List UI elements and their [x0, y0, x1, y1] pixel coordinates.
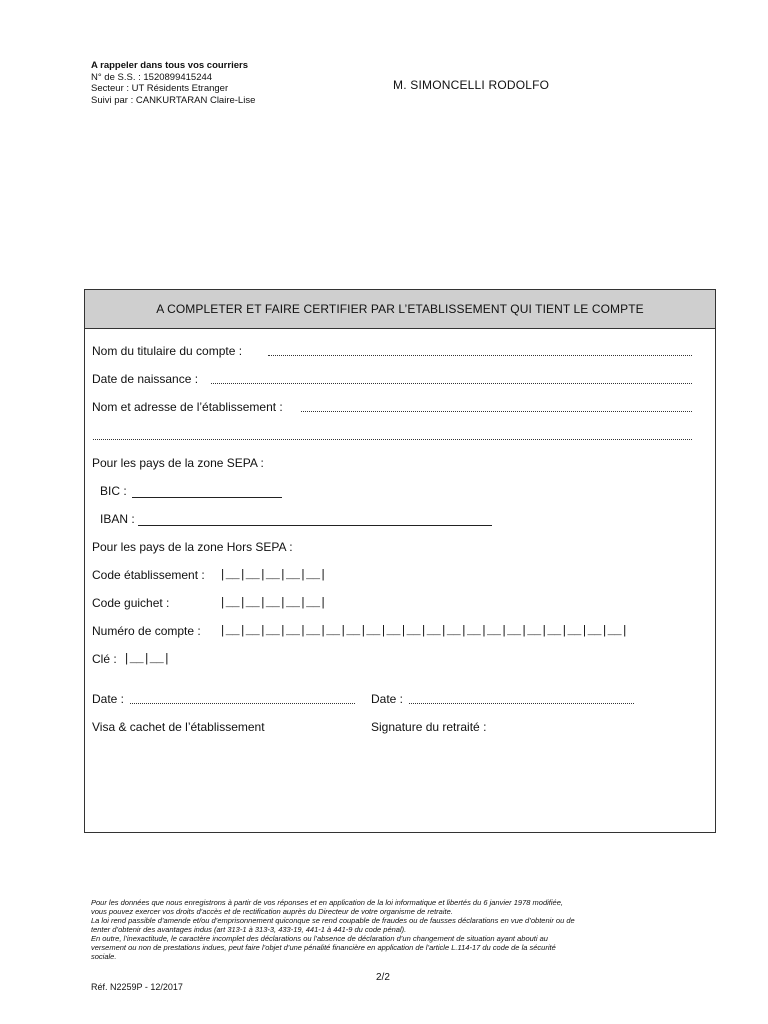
reminder-text: A rappeler dans tous vos courriers [91, 60, 248, 71]
recipient-name: M. SIMONCELLI RODOLFO [393, 78, 550, 92]
institution-label: Nom et adresse de l’établissement : [92, 400, 283, 414]
legal-line: vous pouvez exercer vos droits d’accès et de rectification auprès du Directeur de votre organisme de retraite. [91, 907, 453, 916]
date-left-field[interactable] [130, 703, 355, 704]
date-right-field[interactable] [409, 703, 634, 704]
form-reference: Réf. N2259P - 12/2017 [91, 982, 183, 992]
institution-field[interactable] [301, 411, 692, 412]
legal-line: versement ou non de prestations indues, peut faire l’objet d’une pénalité financière en application de l’article L.114-17 du code de la sécurité [91, 943, 556, 952]
key-label: Clé : [92, 652, 117, 666]
account-holder-label: Nom du titulaire du compte : [92, 344, 243, 358]
institution-field-line-2[interactable] [93, 439, 692, 440]
sender-header [91, 60, 255, 106]
legal-line: tenter d’obtenir des avantages indus (art 313-1 à 313-3, 433-19, 441-1 à 441-9 du code pénal). [91, 925, 407, 934]
iban-field[interactable] [138, 525, 492, 526]
date-right-label: Date : [371, 692, 404, 706]
birth-date-label: Date de naissance : [92, 372, 199, 386]
bic-label: BIC : [100, 484, 127, 498]
branch-code-label: Code guichet : [92, 596, 170, 610]
visa-label: Visa & cachet de l’établissement [92, 720, 265, 734]
followed-by: Suivi par : CANKURTARAN Claire-Lise [91, 94, 256, 106]
account-number-boxes[interactable]: |__|__|__|__|__|__|__|__|__|__|__|__|__|__|__|__|__|__|__|__| [219, 624, 628, 638]
ss-number: N° de S.S. : 1520899415244 [91, 71, 213, 83]
sepa-label: Pour les pays de la zone SEPA : [92, 456, 264, 470]
account-number-label: Numéro de compte : [92, 624, 201, 638]
iban-label: IBAN : [100, 512, 135, 526]
bank-code-label: Code établissement : [92, 568, 205, 582]
key-boxes[interactable]: |__|__| [123, 652, 170, 666]
bank-code-boxes[interactable]: |__|__|__|__|__| [219, 568, 327, 582]
bank-certification-form [84, 289, 716, 833]
account-holder-field[interactable] [268, 355, 692, 356]
page-number: 2/2 [376, 972, 390, 983]
legal-line: En outre, l’inexactitude, le caractère incomplet des déclarations ou l’absence de déclaration d’un changement de situation ayant abouti au [91, 934, 548, 943]
bic-field[interactable] [132, 497, 282, 498]
birth-date-field[interactable] [211, 383, 692, 384]
date-left-label: Date : [92, 692, 125, 706]
legal-line: La loi rend passible d’amende et/ou d’emprisonnement quiconque se rend coupable de fraudes ou de fausses déclarations en vue d’obtenir ou de [91, 916, 575, 925]
non-sepa-label: Pour les pays de la zone Hors SEPA : [92, 540, 293, 554]
signature-label: Signature du retraité : [371, 720, 487, 734]
legal-notice [91, 898, 691, 961]
sector: Secteur : UT Résidents Etranger [91, 83, 229, 94]
branch-code-boxes[interactable]: |__|__|__|__|__| [219, 596, 327, 610]
legal-line: sociale. [91, 952, 117, 961]
form-title: A COMPLETER ET FAIRE CERTIFIER PAR L’ETABLISSEMENT QUI TIENT LE COMPTE [85, 290, 715, 329]
legal-line: Pour les données que nous enregistrons à partir de vos réponses et en application de la loi informatique et libertés du 6 janvier 1978 modifiée, [91, 898, 563, 907]
